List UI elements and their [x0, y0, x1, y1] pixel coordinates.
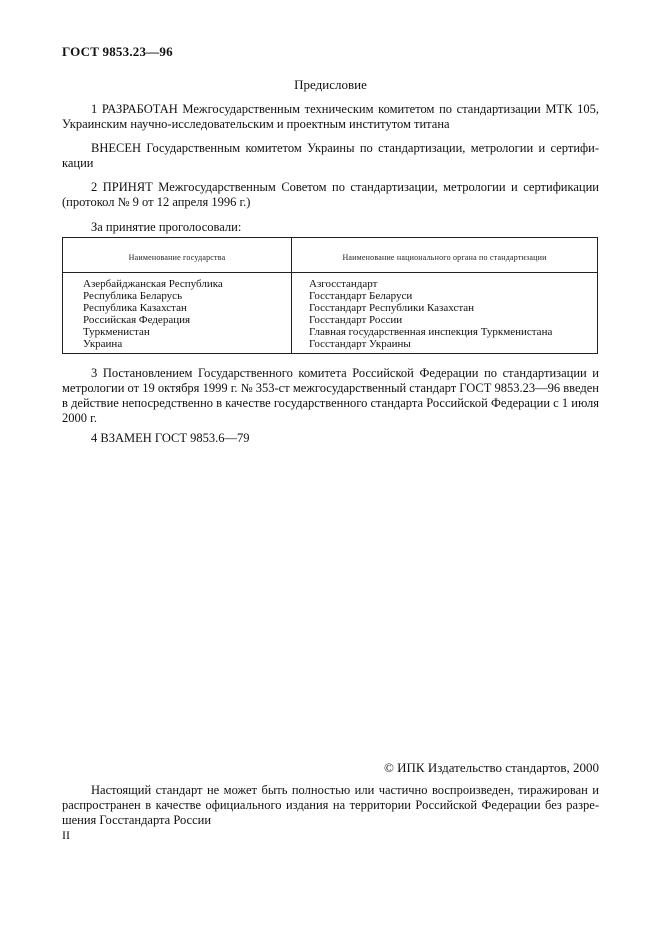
list-item: Азербайджанская Республика [83, 278, 223, 290]
list-item: Туркменистан [83, 326, 150, 338]
paragraph-replaces: 4 ВЗАМЕН ГОСТ 9853.6—79 [91, 431, 250, 445]
list-item: Азгосстандарт [309, 278, 378, 290]
table-header-body: Наименование национального органа по стандартизации [342, 253, 547, 262]
state-list [83, 278, 223, 350]
list-item: Госстандарт Беларуси [309, 290, 413, 302]
paragraph-developed: 1 РАЗРАБОТАН Межгосударственным техническим комитетом по стандартизации МТК 105, Украинским научно-исследовательским и проектным институтом титана [62, 102, 599, 131]
standards-body-list [309, 278, 552, 350]
list-item: Главная государственная инспекция Туркменистана [309, 326, 553, 338]
page-title: Предисловие [294, 77, 367, 92]
page-number: II [62, 828, 70, 842]
table-header-row [63, 238, 597, 273]
document-code: ГОСТ 9853.23—96 [62, 44, 173, 59]
copyright-line: © ИПК Издательство стандартов, 2000 [384, 760, 599, 775]
paragraph-voted-intro: За принятие проголосовали: [91, 220, 242, 234]
paragraph-adopted: 2 ПРИНЯТ Межгосударственным Советом по стандартизации, метрологии и сертификации (протокол № 9 от 12 апреля 1996 г.) [62, 180, 599, 209]
reproduction-notice: Настоящий стандарт не может быть полностью или частично воспроизведен, тиражирован и распространен в качестве официального издания на территории Российской Федерации без разре-шения Госстандарта России [62, 783, 599, 827]
list-item: Республика Беларусь [83, 290, 183, 302]
list-item: Госстандарт Республики Казахстан [309, 302, 475, 314]
list-item: Украина [83, 338, 123, 350]
list-item: Российская Федерация [83, 314, 191, 326]
list-item: Республика Казахстан [83, 302, 187, 314]
list-item: Госстандарт Украины [309, 338, 411, 350]
list-item: Госстандарт России [309, 314, 403, 326]
table-column-divider [291, 238, 292, 353]
table-header-state: Наименование государства [128, 253, 226, 262]
paragraph-introduced: ВНЕСЕН Государственным комитетом Украины по стандартизации, метрологии и сертифи-кации [62, 141, 599, 170]
voting-table [62, 237, 598, 354]
paragraph-resolution: 3 Постановлением Государственного комитета Российской Федерации по стандартизации и метрологии от 19 октября 1999 г. № 353-ст межгосударственный стандарт ГОСТ 9853.23—96 введен в действие непосредственно в качестве государственного стандарта Российской Федерации с 1 июля 2000 г. [62, 366, 599, 425]
